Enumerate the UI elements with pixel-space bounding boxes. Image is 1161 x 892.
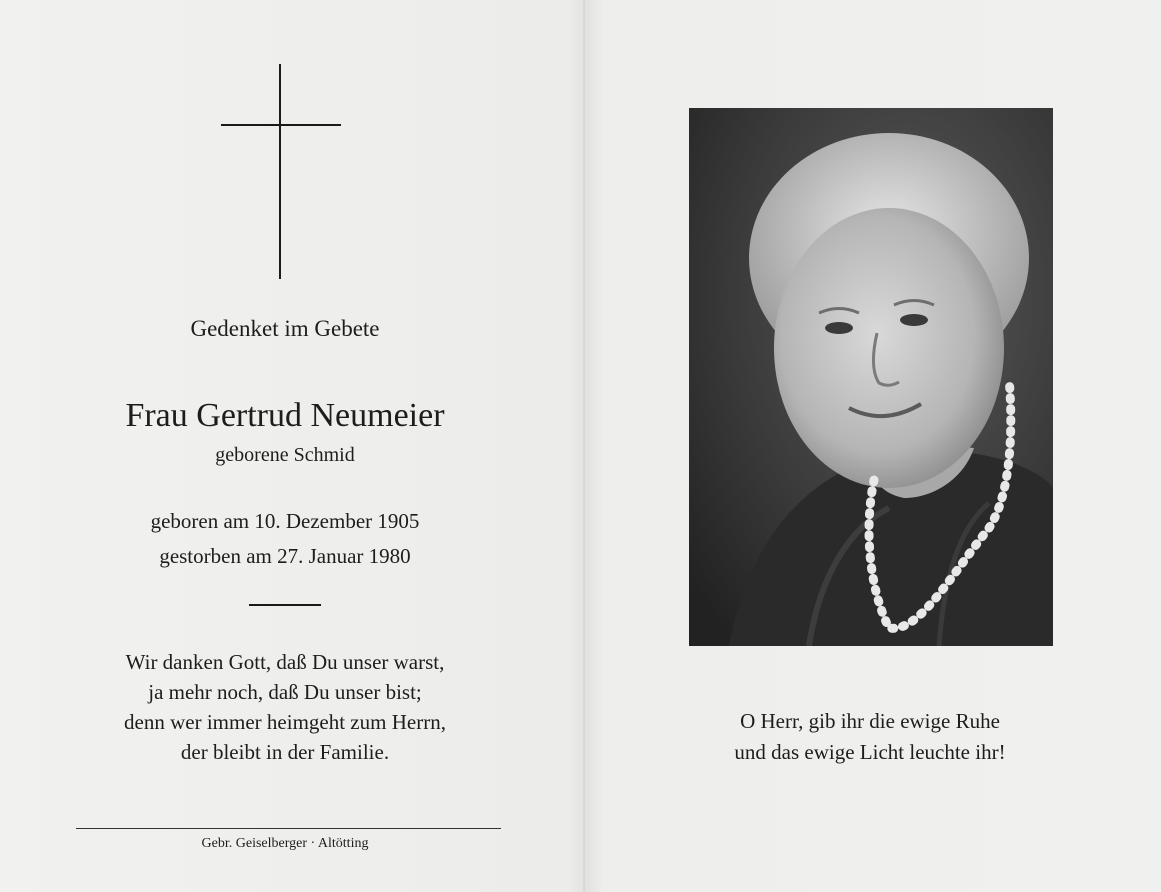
cross-icon xyxy=(221,64,341,279)
footer-rule xyxy=(76,828,501,829)
heading: Gedenket im Gebete xyxy=(190,316,380,341)
portrait-image xyxy=(689,108,1053,646)
verse xyxy=(40,647,530,767)
prayer-line: O Herr, gib ihr die ewige Ruhe xyxy=(740,709,1000,733)
portrait-photo xyxy=(689,108,1053,646)
prayer-line: und das ewige Licht leuchte ihr! xyxy=(734,740,1006,764)
printer-credit: Gebr. Geiselberger · Altötting xyxy=(201,836,369,851)
verse-line: der bleibt in der Familie. xyxy=(180,740,390,764)
verse-line: denn wer immer heimgeht zum Herrn, xyxy=(124,710,446,734)
left-panel xyxy=(40,0,530,892)
verse-line: ja mehr noch, daß Du unser bist; xyxy=(148,680,422,704)
maiden-name: geborene Schmid xyxy=(215,444,355,466)
birth-date: geboren am 10. Dezember 1905 xyxy=(150,509,420,533)
divider xyxy=(249,604,321,606)
card-fold xyxy=(583,0,585,892)
death-date: gestorben am 27. Januar 1980 xyxy=(159,544,411,568)
verse-line: Wir danken Gott, daß Du unser warst, xyxy=(125,650,445,674)
prayer xyxy=(630,706,1110,768)
deceased-name: Frau Gertrud Neumeier xyxy=(125,397,445,434)
